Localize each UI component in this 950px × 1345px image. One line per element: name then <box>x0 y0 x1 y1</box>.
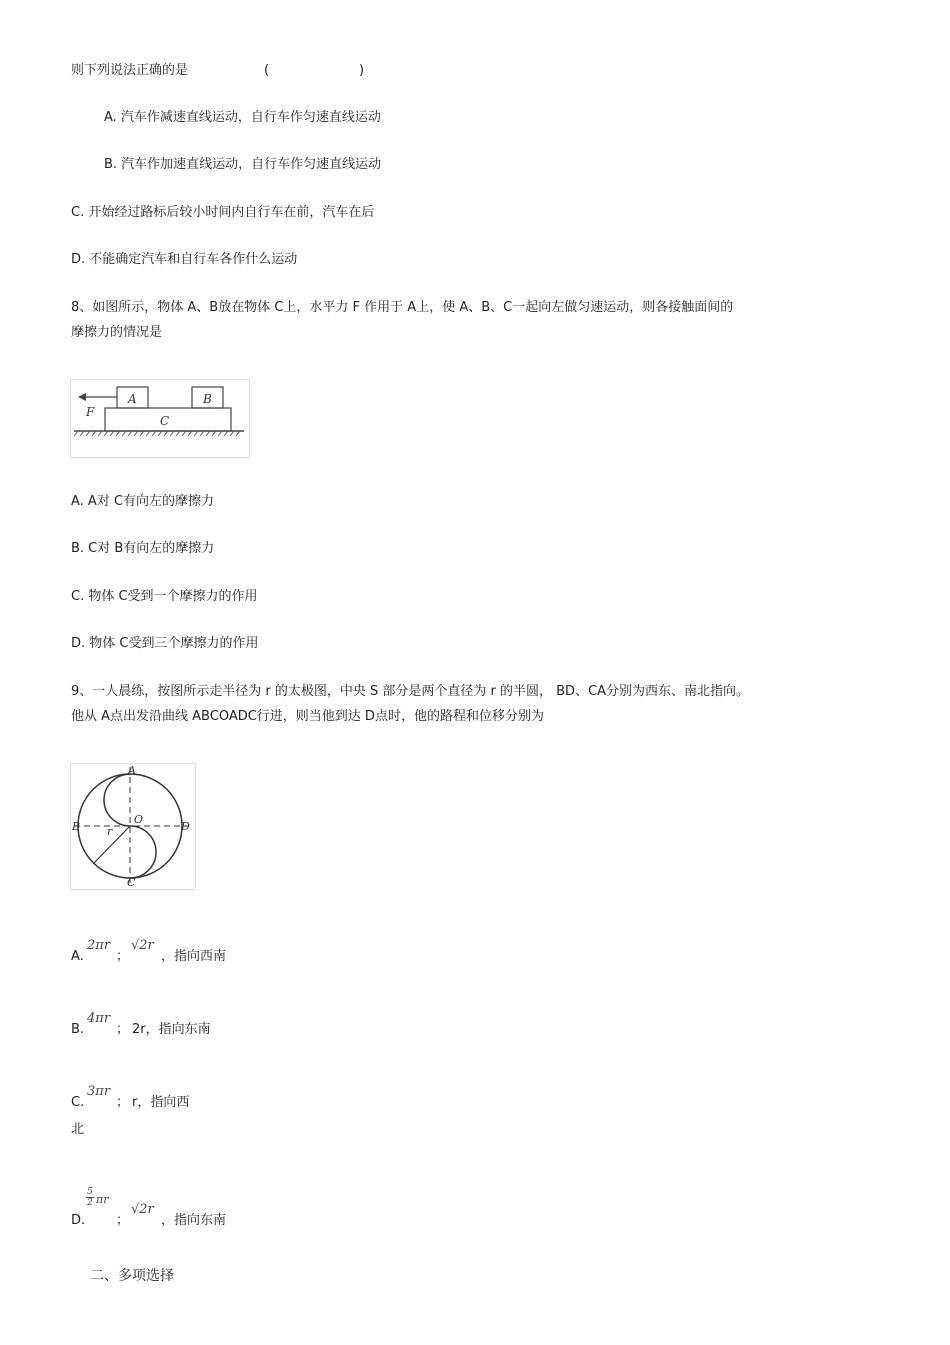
q8-option-d: D. 物体 C受到三个摩擦力的作用 <box>71 636 259 651</box>
q7-option-c: C. 开始经过路标后较小时间内自行车在前，汽车在后 <box>71 205 375 220</box>
label-a: A <box>128 392 137 406</box>
force-arrowhead <box>78 393 86 401</box>
q7-stem-text: 则下列说法正确的是 <box>71 63 189 78</box>
q9-option-d-path-tail: πr <box>96 1193 109 1206</box>
q7-paren-open: ( <box>264 63 270 78</box>
q7-option-a: A. 汽车作减速直线运动，自行车作匀速直线运动 <box>104 110 381 125</box>
q9-taiji-figure <box>70 763 196 890</box>
q8-stem-line1: 8、如图所示，物体 A、B放在物体 C上，水平力 F 作用于 A上，使 A、B、C一起向左做匀速运动，则各接触面间的 <box>71 300 734 315</box>
label-c: C <box>160 414 170 428</box>
q9-option-b-letter: B. <box>71 1022 85 1037</box>
q8-option-a: A. A对 C有向左的摩擦力 <box>71 494 215 509</box>
label-r: r <box>107 825 113 838</box>
q7-option-b: B. 汽车作加速直线运动，自行车作匀速直线运动 <box>104 157 382 172</box>
q9-option-d-fraction <box>86 1188 94 1207</box>
q9-option-d-letter: D. <box>71 1213 86 1228</box>
q9-option-c-letter: C. <box>71 1095 85 1110</box>
q7-option-d: D. 不能确定汽车和自行车各作什么运动 <box>71 252 298 267</box>
fraction-denominator: 2 <box>87 1198 93 1208</box>
q7-stem <box>71 63 188 79</box>
q8-blocks-figure <box>70 379 250 458</box>
q9-option-b-sep: ； <box>116 1022 130 1037</box>
label-f: F <box>86 405 95 419</box>
label-c: C <box>127 876 136 889</box>
q9-option-a-path: 2πr <box>87 938 111 953</box>
q9-option-c-rest-line2: 北 <box>71 1122 85 1137</box>
q9-option-d-disp: √2r <box>131 1202 154 1217</box>
section2-title: 二、多项选择 <box>90 1268 174 1284</box>
q9-stem-line2: 他从 A点出发沿曲线 ABCOADC行进，则当他到达 D点时，他的路程和位移分别为 <box>71 709 544 724</box>
label-a: A <box>128 764 136 777</box>
q8-option-b: B. C对 B有向左的摩擦力 <box>71 541 215 556</box>
q9-option-a-disp: √2r <box>131 938 154 953</box>
fraction-numerator: 5 <box>87 1187 93 1197</box>
q8-stem-line2: 摩擦力的情况是 <box>71 325 163 340</box>
q9-option-b-rest: 2r，指向东南 <box>132 1022 211 1037</box>
q9-option-c-path: 3πr <box>87 1084 111 1099</box>
label-o: O <box>134 813 144 826</box>
q9-option-a-letter: A. <box>71 949 84 964</box>
q9-option-b-path: 4πr <box>87 1011 111 1026</box>
q9-option-c-rest: r，指向西 <box>132 1095 190 1110</box>
label-b: B <box>72 820 81 833</box>
q9-option-a-sep: ； <box>116 949 130 964</box>
q9-stem-line1: 9、一人晨练，按图所示走半径为 r 的太极图，中央 S 部分是两个直径为 r 的半圆， BD、CA分别为西东、南北指向。 <box>71 684 750 699</box>
label-d: D <box>181 820 190 833</box>
q7-paren-close: ) <box>359 63 365 78</box>
label-b: B <box>203 392 212 406</box>
q9-option-d-rest: ，指向东南 <box>161 1213 227 1228</box>
q9-option-a-rest: ，指向西南 <box>161 949 227 964</box>
q9-option-d-sep: ； <box>116 1213 130 1228</box>
q8-option-c: C. 物体 C受到一个摩擦力的作用 <box>71 589 258 604</box>
q9-option-c-sep: ； <box>116 1095 130 1110</box>
